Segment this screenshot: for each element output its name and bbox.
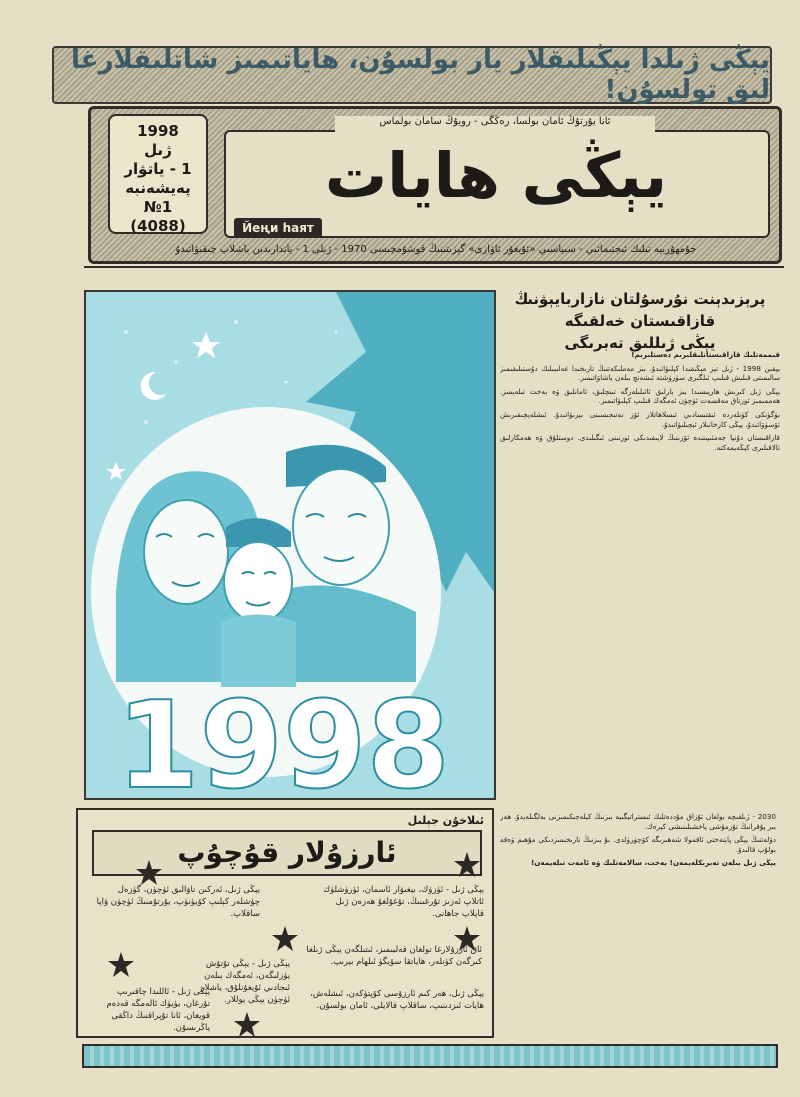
issue-date-box <box>108 114 208 234</box>
article-paragraph: قازاقىستان دۇنيا جەمئىيىتىدە ئۆزىنىڭ لايىقىدىكى ئورنىنى ئىگىلىدى. دوستلۇق ۋە ھەمكارلىق ئالاقىلىرى كېڭەيمەكتە. <box>500 433 780 452</box>
article-title-line1: پرېزىدېنت نۇرسۇلتان نازاربايېۋنىڭ قازاقىستان خەلقىگە <box>514 290 766 330</box>
article-body-bottom <box>500 812 776 1042</box>
bottom-ornament-border <box>82 1044 778 1068</box>
issue-day: 1 - ياتۋار <box>124 160 192 178</box>
poem-author: ئىلاخۇن جېلىل <box>407 814 484 827</box>
burst-star-icon <box>454 852 480 878</box>
article-paragraph: قىممەتلىك قازاقىستانلىقلىرىم دەستلىرىم! <box>631 350 780 359</box>
article-headline <box>500 288 780 352</box>
poem-stanza: يېڭى ژىل، ھەر كىم ئارزۇسى كۆپتۈكەن، ئىشلەش، ھايات ئىزدىنىپ، ساقلاپ قالايلى، ئامان بولسۇن. <box>310 989 484 1011</box>
newspaper-title-cyrillic: Йеңи һаят <box>234 218 322 238</box>
masthead-divider <box>84 266 784 276</box>
new-year-illustration <box>84 290 496 800</box>
burst-star-icon <box>108 952 134 978</box>
issue-year-label: ژىل <box>144 141 172 159</box>
poem-stanza: ئاق ئارزۇلارغا تولغان قەلبىمىز، ئىتىلگەن يېڭى ژىلغا كىرگەن كۈنلەر، ھاياتقا سۆيگۈ ئىلھام بېرىپ. <box>306 945 482 967</box>
article-body-top <box>500 350 780 805</box>
masthead-tagline: جۇمھۇرىيە تىلىك ئىجتىمائىي - سىياسىي «ئۇيغۇر ئاۋازى» گېزىتىنىڭ قوشۇمچىسى 1970 - ژىلى 1 - ياندارىدىن باشلاپ چىقىۋاتىدۇ <box>175 244 697 255</box>
slogan-text: يېڭى ژىلدا يېڭىلىقلار يار بولسۇن، ھاياتىمىز شاتلىقلارغا لىق تولسۇن! <box>71 45 770 105</box>
masthead-motto: ئانا يۇرتۇڭ ئامان بولسا، رەڭگى - رويۇڭ سامان بولماس <box>335 116 655 134</box>
article-paragraph: 2030 - ژىلغىچە بولغان ئۇزاق مۇددەتلىك ئىستراتېگىيە بىزنىڭ كېلەچىكىمىزنى بەلگىلەيدۇ. ھەر بىر پۇقرانىڭ تۇرمۇشى ياخشىلىنىشى كېرەك. <box>500 812 776 831</box>
article-paragraph: يېڭى ژىل بىلەن تەبرىكلەيمەن! بەخت، سالامەتلىك ۋە ئامەت تىلەيمەن! <box>530 858 776 868</box>
poem-stanza: يېڭى ژىل - ئۈزۈك، بېغىۋار ئاسمان، ئۈرۈشلۈك ئاتلاپ ئەزىز تۇرغىنىڭ، تۇغۇلغۇ ھەزەن ژىل قاپلاپ جاھانى. <box>323 885 484 919</box>
burst-star-icon <box>136 860 162 886</box>
poem-stanza: يېڭى ژىل، ئەركىن ناۋالىق ئۈچۈن، گۈزەل چۈشلەر كېلىپ كۆيۈنۈپ، يۇرتۇمنىڭ ئۈچۈن ۋاپا ساقلاپ. <box>96 885 260 919</box>
poem-stanza: يېڭى ژىل - ئاللىدا چاقىرىپ تۇرغان، بۈيۈك ئالەمگە قەدەم قويغان، ئانا تۇپراقنىڭ داڭقى ياڭرىسۇن. <box>106 987 210 1033</box>
burst-star-icon <box>272 926 298 952</box>
issue-number: №1 <box>143 198 173 216</box>
issue-weekday: پەيشەنبە <box>125 179 191 197</box>
burst-star-icon <box>234 1012 260 1038</box>
year-text: 1998 <box>116 677 450 798</box>
slogan-banner <box>52 46 772 104</box>
article-paragraph: يېڭى ژىل كىرىش ھارپىسىدا بىز بارلىق ئائىلىلەرگە تىنچلىق، ئامانلىق ۋە بەخت تىلەيمىز. ھەممىمىز ئورتاق مەقسەت ئۈچۈن ئەمگەك قىلىپ كېلىۋاتىمىز. <box>500 386 780 406</box>
family-illustration <box>86 292 494 798</box>
article-paragraph: بۈگۈنكى كۈنلەردە ئىقتىسادىي ئىسلاھاتلار ئۆز نەتىجىسىنى بېرىۋاتىدۇ. ئىشلەپچىقىرىش ئۆسۈۋاتىدۇ، يېڭى كارخانىلار ئېچىلىۋاتىدۇ. <box>500 409 780 429</box>
newspaper-title: يېڭى ھايات <box>324 139 668 212</box>
poem-stanza: يېڭى ژىل - يېڭى تۇتۇش يۈزلىگەن، ئەمگەك بىلەن ئىجادىي ئۇيغۇنلۇق، ياشلار ئۈچۈن يېڭى يوللار. <box>200 959 290 1005</box>
article-paragraph: يېقىن 1998 - ژىل تېز مېڭىقىدا كېلىۋاتىدۇ. بىز مەملىكەتنىڭ تارىخىدا غەلىبىلىك دۇستىلىقىمىز سالىمىتى قىلىش قىلىپ ئىلگىرى سۈرۈشتە ئىشەنچ بىلەن ياشاۋاتىمىز. <box>500 363 780 383</box>
article-title-line2: يېڭى ژىللىق تەبرىگى <box>564 334 716 352</box>
year-numerals <box>116 677 450 798</box>
article-paragraph: دۆلەتنىڭ يېڭى پايتەختى ئاقمولا شەھىرىگە كۆچۈرۈلدى. بۇ بىزنىڭ تارىخىمىزدىكى مۇھىم ۋەقە بولۇپ قالىدۇ. <box>500 835 776 854</box>
issue-serial: (4088) <box>130 217 186 235</box>
poem-title: ئارزۇلار قۇچۇپ <box>92 830 482 876</box>
child-figure <box>221 518 296 687</box>
burst-star-icon <box>454 926 480 952</box>
issue-year: 1998 <box>137 122 179 140</box>
